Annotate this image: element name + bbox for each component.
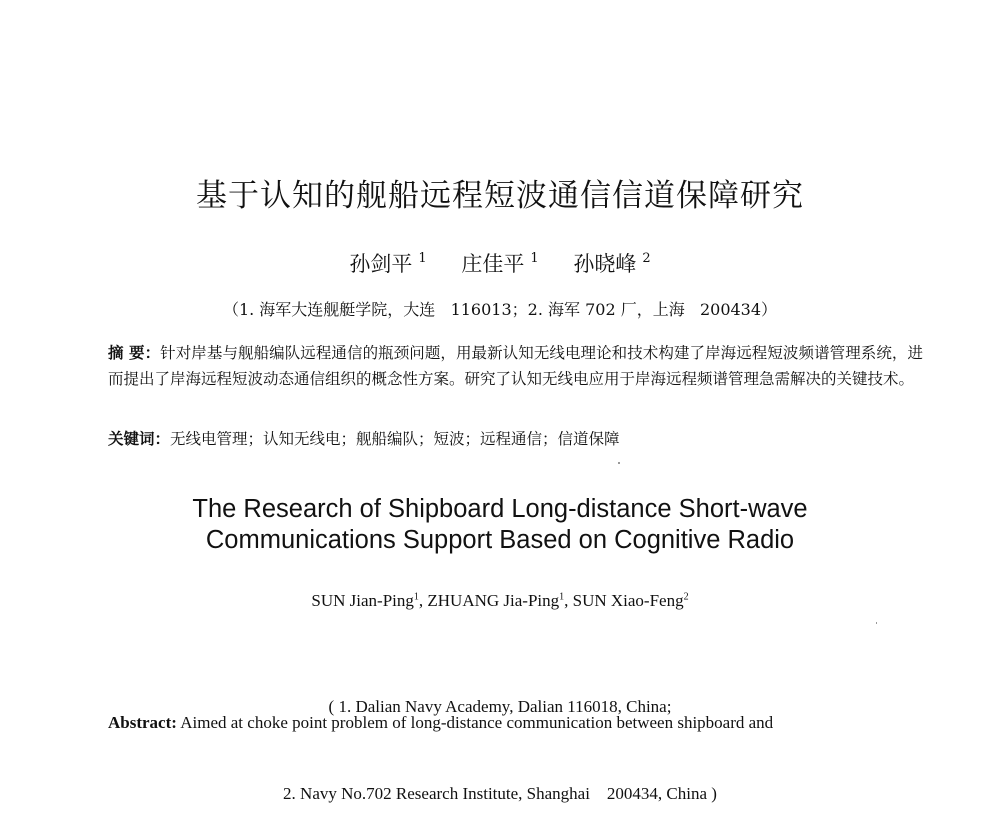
author-name: SUN Jian-Ping: [311, 591, 414, 610]
affiliation-mark: 1: [413, 591, 419, 603]
abstract-label-english: Abstract:: [108, 713, 177, 732]
abstract-text-english: Aimed at choke point problem of long-distance communication between shipboard and: [180, 713, 774, 732]
affiliation-mark: 2: [683, 591, 689, 603]
affiliation-mark: 2: [642, 251, 651, 266]
title-line: The Research of Shipboard Long-distance Short-wave: [192, 495, 808, 523]
affiliation-mark: 1: [530, 251, 539, 266]
author-list-chinese: [0, 248, 1000, 278]
scan-speck: [618, 462, 620, 464]
author-name: 孙剑平: [349, 252, 413, 276]
affiliation-line: 2. Navy No.702 Research Institute, Shanghai 200434, China ): [283, 784, 717, 803]
keywords-text-chinese: 无线电管理；认知无线电；舰船编队；短波；远程通信；信道保障: [170, 430, 620, 448]
keywords-chinese: [108, 427, 923, 452]
author-chinese: [573, 252, 650, 276]
author-name: SUN Xiao-Feng: [572, 591, 684, 610]
paper-title-english: [0, 494, 1000, 556]
scan-speck: [876, 622, 877, 624]
author-chinese: [461, 252, 538, 276]
author-name: ZHUANG Jia-Ping: [427, 591, 560, 610]
abstract-text-chinese: 针对岸基与舰船编队远程通信的瓶颈问题，用最新认知无线电理论和技术构建了岸海远程短波频谱管理系统，进而提出了岸海远程短波动态通信组织的概念性方案。研究了认知无线电应用于岸海远程频谱管理急需解决的关键技术。: [108, 344, 923, 388]
keywords-label-chinese: 关键词：: [108, 430, 171, 448]
abstract-chinese: [108, 341, 923, 392]
affiliation-chinese: （1. 海军大连舰艇学院，大连 116013；2. 海军 702 厂，上海 200434）: [222, 300, 778, 319]
author-chinese: [349, 252, 426, 276]
abstract-label-chinese: 摘 要：: [108, 344, 161, 362]
author-name: 孙晓峰: [573, 252, 637, 276]
author-list-english: SUN Jian-Ping$^1$, ZHUANG Jia-Ping$^1$, SUN Xiao-Feng$^2$: [311, 591, 689, 610]
abstract-english: [108, 708, 923, 737]
title-line: Communications Support Based on Cognitive Radio: [205, 526, 795, 554]
author-name: 庄佳平: [461, 252, 525, 276]
affiliation-mark: 1: [418, 251, 427, 266]
affiliation-mark: 1: [559, 591, 565, 603]
affiliation-line: ( 1. Dalian Navy Academy, Dalian 116018, China;: [328, 697, 672, 716]
paper-title-chinese: 基于认知的舰船远程短波通信信道保障研究: [196, 178, 804, 214]
